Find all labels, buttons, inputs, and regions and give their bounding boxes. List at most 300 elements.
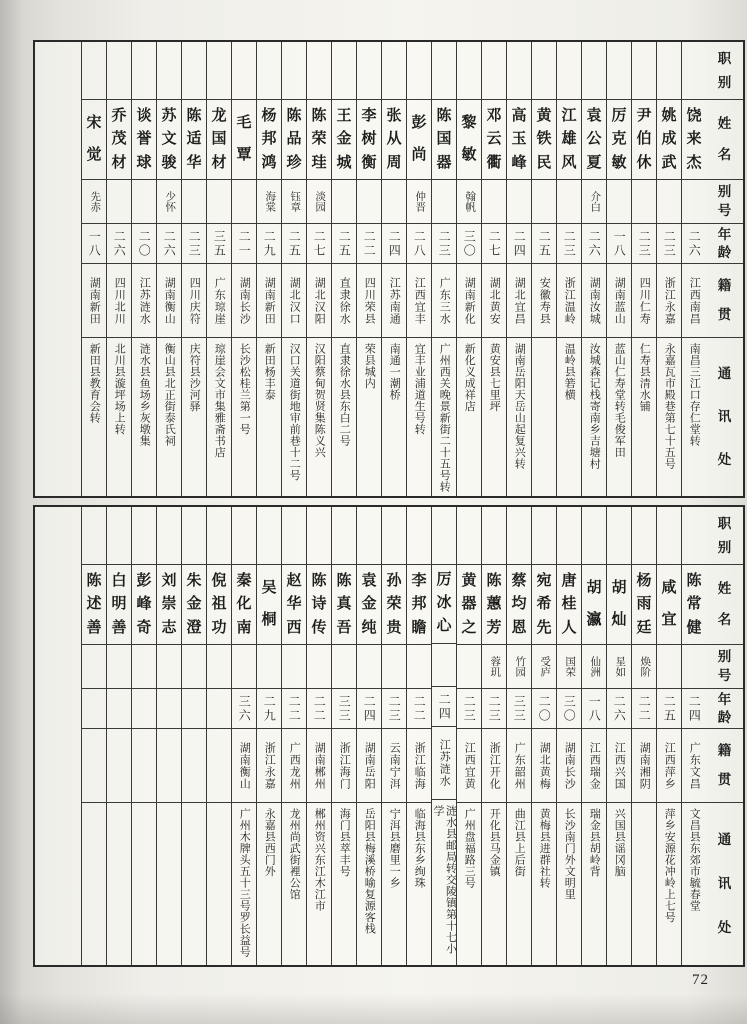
person-origin: 四川仁寿	[632, 263, 656, 337]
person-duty	[457, 507, 481, 564]
person-duty	[82, 507, 106, 564]
person-column	[106, 42, 131, 496]
person-column	[206, 42, 231, 496]
person-address: 曲江县上后街	[507, 802, 531, 965]
person-duty	[332, 507, 356, 564]
person-duty	[357, 42, 381, 99]
person-age	[107, 688, 131, 728]
person-column	[231, 507, 256, 965]
person-address: 汝城森记栈寄南乡吉塘村	[582, 337, 606, 496]
row-header-origin: 籍 贯	[706, 728, 743, 802]
person-alias: 先赤	[82, 179, 106, 223]
person-duty	[132, 42, 156, 99]
person-name: 毛 覃	[232, 99, 256, 179]
person-alias	[207, 179, 231, 223]
person-age: 三五	[207, 223, 231, 263]
person-address: 黄梅县进群社转	[532, 802, 556, 965]
person-age: 二一	[232, 223, 256, 263]
person-duty	[182, 42, 206, 99]
person-age	[132, 688, 156, 728]
person-column	[481, 507, 506, 965]
person-age: 二八	[407, 223, 431, 263]
person-address: 南通一潮桥	[382, 337, 406, 496]
person-origin: 浙江开化	[482, 728, 506, 802]
person-name: 苏 文 骏	[157, 99, 181, 179]
person-alias	[482, 179, 506, 223]
person-alias	[407, 644, 431, 688]
person-address	[182, 802, 206, 965]
person-age: 二三	[557, 223, 581, 263]
person-origin: 湖南新田	[82, 263, 106, 337]
person-age	[82, 688, 106, 728]
person-name: 厉 克 敏	[607, 99, 631, 179]
person-name: 白 明 善	[107, 564, 131, 644]
person-origin: 湖北宜昌	[507, 263, 531, 337]
person-name: 陈 荣 珪	[307, 99, 331, 179]
person-duty	[332, 42, 356, 99]
person-age: 二七	[307, 223, 331, 263]
person-alias	[232, 644, 256, 688]
person-age: 二〇	[532, 688, 556, 728]
person-column	[131, 507, 156, 965]
person-age: 三〇	[557, 688, 581, 728]
person-age: 二七	[482, 223, 506, 263]
row-header-name: 姓 名	[706, 564, 743, 644]
person-alias	[532, 179, 556, 223]
person-address	[207, 802, 231, 965]
person-name: 姚 成 武	[657, 99, 681, 179]
person-origin: 四川荣县	[357, 263, 381, 337]
person-column	[81, 507, 106, 965]
person-name: 乔 茂 材	[107, 99, 131, 179]
person-column	[406, 507, 431, 965]
person-age	[182, 688, 206, 728]
person-duty	[307, 42, 331, 99]
person-name: 袁 公 夏	[582, 99, 606, 179]
person-age: 二二	[407, 688, 431, 728]
person-address: 蓝山仁寿堂转毛俊军田	[607, 337, 631, 496]
person-address: 南昌三江口存仁堂转	[682, 337, 706, 496]
person-name: 陈 品 珍	[282, 99, 306, 179]
person-duty	[232, 42, 256, 99]
person-origin: 四川北川	[107, 263, 131, 337]
person-origin: 湖南新化	[457, 263, 481, 337]
person-alias	[457, 644, 481, 688]
person-origin: 浙江永嘉	[657, 263, 681, 337]
scan-shadow	[0, 994, 747, 1024]
person-name: 陈 常 健	[682, 564, 706, 644]
person-address: 庆符县沙河驿	[182, 337, 206, 496]
person-alias: 蓉玑	[482, 644, 506, 688]
person-duty	[82, 42, 106, 99]
person-alias: 星如	[607, 644, 631, 688]
person-column	[631, 507, 656, 965]
person-age: 二三	[632, 223, 656, 263]
person-address: 兴国县谣冈脑	[607, 802, 631, 965]
person-name: 陈 真 吾	[332, 564, 356, 644]
person-address: 湖南岳阳天岳山起复兴转	[507, 337, 531, 496]
person-address: 开化县马金镇	[482, 802, 506, 965]
person-origin: 湖北汉口	[282, 263, 306, 337]
person-age: 二二	[282, 688, 306, 728]
person-duty	[507, 507, 531, 564]
person-address: 衡山县北正街泰氏祠	[157, 337, 181, 496]
person-duty	[532, 42, 556, 99]
person-duty	[132, 507, 156, 564]
person-column	[406, 42, 431, 496]
person-duty	[357, 507, 381, 564]
person-origin: 江苏南通	[382, 263, 406, 337]
row-header-name: 姓 名	[706, 99, 743, 179]
person-age: 三三	[507, 688, 531, 728]
row-header-duty: 职 别	[717, 51, 732, 90]
person-duty	[207, 507, 231, 564]
person-origin: 湖北汉阳	[307, 263, 331, 337]
person-column	[281, 507, 306, 965]
person-age: 二五	[282, 223, 306, 263]
person-address: 临海县东乡绚珠	[407, 802, 431, 965]
person-alias	[632, 179, 656, 223]
person-alias: 国荣	[557, 644, 581, 688]
person-column	[306, 507, 331, 965]
person-name: 咸 宜	[657, 564, 681, 644]
person-name: 黄 器 之	[457, 564, 481, 644]
person-origin: 江西宜黄	[457, 728, 481, 802]
row-header-duty: 职 别	[717, 516, 732, 555]
person-name: 倪 祖 功	[207, 564, 231, 644]
person-address: 直隶徐水县东白二号	[332, 337, 356, 496]
person-alias: 翰帆	[457, 179, 481, 223]
person-name: 王 金 城	[332, 99, 356, 179]
row-header-age: 年 龄	[706, 688, 743, 728]
person-alias: 钰章	[282, 179, 306, 223]
person-origin: 江西宜丰	[407, 263, 431, 337]
person-origin: 江西瑞金	[582, 728, 606, 802]
person-duty	[632, 42, 656, 99]
person-origin: 湖北黄安	[482, 263, 506, 337]
person-address: 郴州资兴东江木江市	[307, 802, 331, 965]
person-column	[356, 42, 381, 496]
person-name: 谈 誉 球	[132, 99, 156, 179]
person-address: 荣县城内	[357, 337, 381, 496]
person-address	[132, 802, 156, 965]
person-duty	[107, 42, 131, 99]
directory-table-lower	[33, 505, 745, 967]
person-duty	[557, 507, 581, 564]
person-column	[456, 42, 481, 496]
lower-table-wrap	[33, 505, 745, 967]
person-name: 陈 适 华	[182, 99, 206, 179]
person-address: 汉阳蔡甸贺贤集陈义兴	[307, 337, 331, 496]
person-name: 宋 觉	[82, 99, 106, 179]
person-age: 二〇	[132, 223, 156, 263]
person-address: 宁洱县磨里一乡	[382, 802, 406, 965]
person-origin: 云南宁洱	[382, 728, 406, 802]
person-age: 二三	[457, 688, 481, 728]
person-origin: 湖南岳阳	[357, 728, 381, 802]
person-alias	[107, 179, 131, 223]
person-origin	[157, 728, 181, 802]
person-origin: 安徽寿县	[532, 263, 556, 337]
person-column	[581, 42, 606, 496]
person-name: 彭 尚	[407, 99, 431, 179]
person-age: 二四	[432, 686, 456, 726]
person-age: 二三	[182, 223, 206, 263]
row-header-column	[706, 507, 743, 965]
person-address: 广州木牌头五十三号罗长益号	[232, 802, 256, 965]
person-alias: 竹园	[507, 644, 531, 688]
person-duty	[482, 507, 506, 564]
person-alias	[332, 179, 356, 223]
person-alias	[182, 644, 206, 688]
person-duty	[157, 507, 181, 564]
person-column	[681, 507, 706, 965]
person-alias	[557, 179, 581, 223]
person-column	[156, 507, 181, 965]
person-duty	[257, 42, 281, 99]
person-name: 饶 来 杰	[682, 99, 706, 179]
row-header-alias: 别 号	[706, 644, 743, 688]
person-duty	[432, 42, 456, 99]
person-name: 杨 雨 廷	[632, 564, 656, 644]
person-duty	[482, 42, 506, 99]
person-age: 二五	[332, 223, 356, 263]
person-address: 永嘉县西门外	[257, 802, 281, 965]
person-name: 刘 崇 志	[157, 564, 181, 644]
person-duty	[682, 507, 706, 564]
person-address: 新田杨丰泰	[257, 337, 281, 496]
person-origin: 直隶徐水	[332, 263, 356, 337]
person-address: 琼崖会文市集雅斋书店	[207, 337, 231, 496]
person-duty	[282, 507, 306, 564]
person-duty	[432, 507, 456, 564]
person-age: 二四	[507, 223, 531, 263]
person-duty	[657, 42, 681, 99]
directory-table-upper	[33, 40, 745, 498]
person-column	[381, 507, 406, 965]
person-column	[331, 42, 356, 496]
person-origin	[82, 728, 106, 802]
person-origin: 江西南昌	[682, 263, 706, 337]
person-alias	[382, 179, 406, 223]
person-origin: 湖南长沙	[232, 263, 256, 337]
person-column	[256, 507, 281, 965]
person-alias	[107, 644, 131, 688]
row-header-alias: 别 号	[706, 179, 743, 223]
person-origin: 广东三水	[432, 263, 456, 337]
person-origin: 湖南长沙	[557, 728, 581, 802]
person-age: 一八	[607, 223, 631, 263]
person-age: 二三	[382, 688, 406, 728]
person-column	[256, 42, 281, 496]
person-alias	[132, 179, 156, 223]
person-duty	[157, 42, 181, 99]
person-age: 二六	[682, 223, 706, 263]
person-column	[556, 42, 581, 496]
person-origin	[207, 728, 231, 802]
person-origin: 湖南汝城	[582, 263, 606, 337]
person-age: 二九	[257, 688, 281, 728]
person-age: 二三	[432, 223, 456, 263]
person-alias: 焕阶	[632, 644, 656, 688]
person-address: 瑞金县胡岭背	[582, 802, 606, 965]
person-duty	[632, 507, 656, 564]
person-age: 二三	[657, 223, 681, 263]
person-age: 二四	[357, 688, 381, 728]
person-age: 二六	[157, 223, 181, 263]
person-name: 李 邦 瞻	[407, 564, 431, 644]
person-column	[481, 42, 506, 496]
person-alias	[432, 643, 456, 687]
person-name: 张 从 周	[382, 99, 406, 179]
person-alias	[307, 644, 331, 688]
person-origin: 浙江海门	[332, 728, 356, 802]
person-origin: 湖南衡山	[157, 263, 181, 337]
person-age: 二四	[682, 688, 706, 728]
person-column	[431, 42, 456, 496]
person-column	[656, 42, 681, 496]
person-address: 广州盘福路三号	[457, 802, 481, 965]
person-duty	[232, 507, 256, 564]
person-alias	[282, 644, 306, 688]
person-address: 黄安县七里坪	[482, 337, 506, 496]
row-header-address: 通 讯 处	[706, 337, 743, 496]
person-origin: 江苏涟水	[432, 726, 456, 799]
person-age: 二二	[307, 688, 331, 728]
person-address	[532, 337, 556, 496]
person-column	[206, 507, 231, 965]
person-origin: 广东琼崖	[207, 263, 231, 337]
person-duty	[582, 507, 606, 564]
person-alias: 介白	[582, 179, 606, 223]
person-origin	[182, 728, 206, 802]
person-address: 北川县漩坪场上转	[107, 337, 131, 496]
person-duty	[382, 507, 406, 564]
person-name: 袁 金 纯	[357, 564, 381, 644]
person-alias	[382, 644, 406, 688]
row-header-column	[706, 42, 743, 496]
person-alias	[357, 179, 381, 223]
person-column	[581, 507, 606, 965]
person-duty	[107, 507, 131, 564]
person-age	[207, 688, 231, 728]
person-column	[381, 42, 406, 496]
person-duty	[607, 42, 631, 99]
person-name: 赵 华 西	[282, 564, 306, 644]
person-alias: 受庐	[532, 644, 556, 688]
person-address: 长沙南门外文明里	[557, 802, 581, 965]
person-duty	[207, 42, 231, 99]
person-alias	[232, 179, 256, 223]
upper-table-wrap	[33, 40, 745, 498]
person-origin: 湖南湘阴	[632, 728, 656, 802]
person-column	[556, 507, 581, 965]
person-origin: 浙江永嘉	[257, 728, 281, 802]
person-name: 朱 金 澄	[182, 564, 206, 644]
person-origin: 江西兴国	[607, 728, 631, 802]
person-name: 龙 国 材	[207, 99, 231, 179]
person-duty	[307, 507, 331, 564]
person-name: 孙 荣 贵	[382, 564, 406, 644]
person-alias	[657, 179, 681, 223]
person-address: 涟水县邮局转交陵镇第十七小学	[432, 799, 456, 965]
person-column	[631, 42, 656, 496]
person-name: 吴 桐	[257, 564, 281, 644]
person-alias: 淡园	[307, 179, 331, 223]
person-name: 李 树 衡	[357, 99, 381, 179]
person-address: 仁寿县清水铺	[632, 337, 656, 496]
person-address: 海门县萃丰号	[332, 802, 356, 965]
person-column	[131, 42, 156, 496]
person-name: 尹 伯 休	[632, 99, 656, 179]
person-age: 二二	[632, 688, 656, 728]
person-column	[331, 507, 356, 965]
person-address: 永嘉瓦市殿巷第七十五号	[657, 337, 681, 496]
person-address: 新田县教育会转	[82, 337, 106, 496]
person-name: 胡 灿	[607, 564, 631, 644]
person-alias: 海棠	[257, 179, 281, 223]
person-name: 蔡 均 恩	[507, 564, 531, 644]
person-name: 陈 蕙 芳	[482, 564, 506, 644]
person-origin: 广西龙州	[282, 728, 306, 802]
person-age: 二九	[257, 223, 281, 263]
person-age: 一八	[582, 688, 606, 728]
person-name: 秦 化 南	[232, 564, 256, 644]
person-alias	[357, 644, 381, 688]
person-address: 广州西关晚景新街二十五号转	[432, 337, 456, 496]
person-origin	[132, 728, 156, 802]
person-duty	[557, 42, 581, 99]
person-alias	[257, 644, 281, 688]
person-name: 杨 邦 鸿	[257, 99, 281, 179]
person-alias: 仙洲	[582, 644, 606, 688]
person-origin: 湖南衡山	[232, 728, 256, 802]
person-duty	[182, 507, 206, 564]
person-column	[606, 42, 631, 496]
person-column	[156, 42, 181, 496]
person-name: 厉 冰 心	[432, 564, 456, 643]
person-name: 宛 希 先	[532, 564, 556, 644]
person-duty	[382, 42, 406, 99]
row-header-age: 年 龄	[706, 223, 743, 263]
person-age	[157, 688, 181, 728]
person-name: 陈 国 器	[432, 99, 456, 179]
person-alias	[682, 644, 706, 688]
person-age: 二四	[382, 223, 406, 263]
person-duty	[607, 507, 631, 564]
person-address: 岳阳县梅溪桥喻复源客栈	[357, 802, 381, 965]
person-column	[81, 42, 106, 496]
person-duty	[582, 42, 606, 99]
person-alias	[182, 179, 206, 223]
person-origin	[107, 728, 131, 802]
person-age: 二三	[482, 688, 506, 728]
person-alias	[82, 644, 106, 688]
person-address	[157, 802, 181, 965]
person-age: 三六	[232, 688, 256, 728]
person-age: 三〇	[457, 223, 481, 263]
person-column	[106, 507, 131, 965]
person-alias	[607, 179, 631, 223]
person-column	[281, 42, 306, 496]
person-alias	[507, 179, 531, 223]
person-age: 二五	[657, 688, 681, 728]
person-name: 陈 诗 传	[307, 564, 331, 644]
person-address: 萍乡安源花冲岭上七号	[657, 802, 681, 965]
person-alias: 少怀	[157, 179, 181, 223]
person-column	[431, 507, 456, 965]
person-origin: 湖北黄梅	[532, 728, 556, 802]
